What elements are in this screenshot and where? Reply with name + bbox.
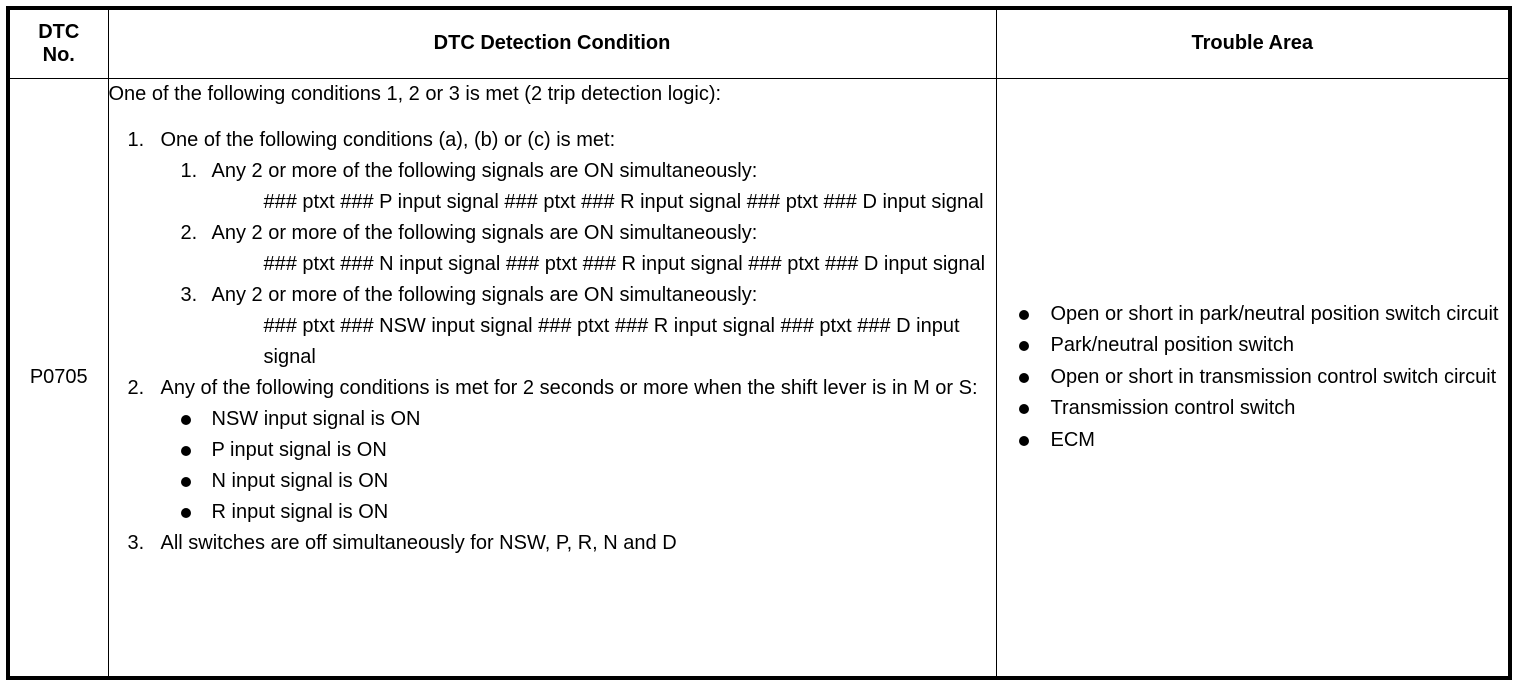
- detection-condition-cell: [108, 78, 996, 678]
- sub-condition-text: Any 2 or more of the following signals are ON simultaneously:: [211, 283, 758, 306]
- trouble-area-item: Transmission control switch: [997, 393, 1509, 425]
- sub-condition-item: [161, 218, 996, 280]
- trouble-area-item: ECM: [997, 425, 1509, 457]
- bullet-item: R input signal is ON: [161, 497, 996, 528]
- bullet-item: P input signal is ON: [161, 435, 996, 466]
- condition-item: [109, 528, 996, 559]
- condition-item: [109, 373, 996, 528]
- condition-item: [109, 125, 996, 373]
- header-trouble-area: Trouble Area: [996, 8, 1510, 78]
- condition-number: 2.: [127, 376, 145, 399]
- condition-intro: One of the following conditions 1, 2 or 3 is met (2 trip detection logic):: [108, 82, 722, 105]
- table-row: [8, 78, 1510, 678]
- trouble-area-item: Park/neutral position switch: [997, 330, 1509, 362]
- sub-condition-number: 1.: [180, 159, 198, 182]
- signal-list: ### ptxt ### N input signal ### ptxt ### R input signal ### ptxt ### D input signal: [263, 252, 986, 275]
- sub-condition-list: [161, 156, 996, 373]
- header-dtc-no: DTC No.: [8, 8, 108, 78]
- condition-number: 1.: [127, 128, 145, 151]
- condition-text: Any of the following conditions is met for 2 seconds or more when the shift lever is in M or S:: [160, 376, 978, 399]
- trouble-area-item: Open or short in transmission control switch circuit: [997, 362, 1509, 394]
- trouble-area-list: [997, 299, 1509, 457]
- header-row: [8, 8, 1510, 78]
- condition-list: [109, 125, 996, 559]
- condition-number: 3.: [127, 531, 145, 554]
- sub-condition-number: 3.: [180, 283, 198, 306]
- bullet-item: N input signal is ON: [161, 466, 996, 497]
- signal-bullet-list: [161, 404, 996, 528]
- condition-text: All switches are off simultaneously for NSW, P, R, N and D: [160, 531, 677, 554]
- sub-condition-text: Any 2 or more of the following signals are ON simultaneously:: [211, 159, 758, 182]
- trouble-area-item: Open or short in park/neutral position switch circuit: [997, 299, 1509, 331]
- sub-condition-item: [161, 156, 996, 218]
- dtc-table: [6, 6, 1512, 680]
- trouble-area-cell: [996, 78, 1510, 678]
- bullet-item: NSW input signal is ON: [161, 404, 996, 435]
- dtc-code: P0705: [8, 78, 108, 678]
- signal-list: ### ptxt ### P input signal ### ptxt ### R input signal ### ptxt ### D input signal: [263, 190, 984, 213]
- header-detection-condition: DTC Detection Condition: [108, 8, 996, 78]
- sub-condition-number: 2.: [180, 221, 198, 244]
- condition-text: One of the following conditions (a), (b) or (c) is met:: [160, 128, 616, 151]
- sub-condition-text: Any 2 or more of the following signals are ON simultaneously:: [211, 221, 758, 244]
- sub-condition-item: [161, 280, 996, 373]
- signal-list: ### ptxt ### NSW input signal ### ptxt ### R input signal ### ptxt ### D input signal: [263, 314, 960, 368]
